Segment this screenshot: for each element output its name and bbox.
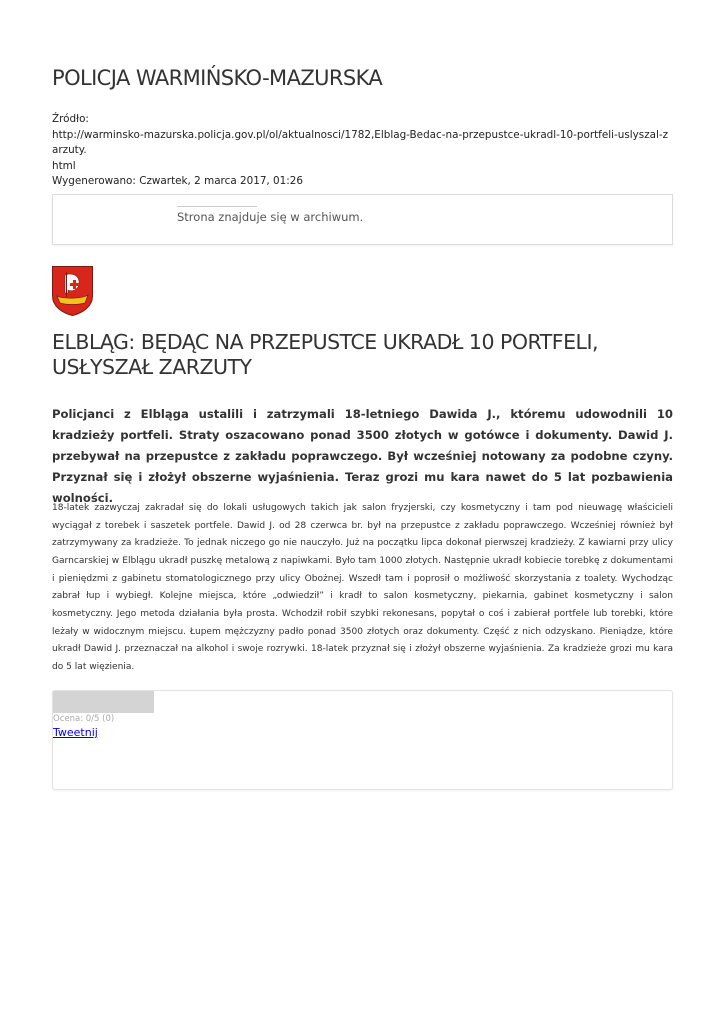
rating-stars[interactable] [53, 691, 154, 713]
crest-shield [53, 267, 93, 316]
article-lead: Policjanci z Elbląga ustalili i zatrzymali 18-letniego Dawida J., któremu udowodnili 10 kradzieży portfeli. Straty oszacowano ponad 3500 złotych w gotówce i dokumenty. Dawid J. przebywał na przepustce z zakładu poprawczego. Był wcześniej notowany za podobne czyny. Przyznał się i złożył obszerne wyjaśnienia. Teraz grozi mu kara nawet do 5 lat pozbawienia wolności. [52, 407, 673, 505]
rating-text: Ocena: 0/5 (0) [53, 714, 115, 724]
archive-text: Strona znajduje się w archiwum. [177, 210, 364, 224]
archive-notice [52, 194, 673, 245]
tweet-link[interactable]: Tweetnij [53, 726, 98, 739]
source-url-line1: http://warminsko-mazurska.policja.gov.pl/ol/aktualnosci/1782,Elblag-Bedac-na-przepustce-ukradl-10-portfeli-uslyszal-zarzuty. [52, 128, 669, 156]
generated-date: Wygenerowano: Czwartek, 2 marca 2017, 01:26 [52, 175, 303, 187]
source-label: Źródło: [52, 113, 89, 125]
archive-divider [177, 206, 257, 207]
site-title: POLICJA WARMIŃSKO-MAZURSKA [52, 66, 383, 90]
article-title: ELBLĄG: BĘDĄC NA PRZEPUSTCE UKRADŁ 10 PORTFELI, USŁYSZAŁ ZARZUTY [52, 330, 599, 379]
elblag-coat-of-arms-icon [52, 266, 93, 316]
article-body: 18-latek zazwyczaj zakradał się do lokali usługowych takich jak salon fryzjerski, czy kosmetyczny i tam pod nieuwagę właścicieli wyciągał z torebek i saszetek portfele. Dawid J. od 28 czerwca br. był na przepustce z zakładu poprawczego. Wcześniej również był zatrzymywany za kradzieże. To jednak niczego go nie nauczyło. Już na początku lipca dokonał pierwszej kradzieży. Z kawiarni przy ulicy Garncarskiej w Elblągu ukradł puszkę metalową z napiwkami. Było tam 1000 złotych. Następnie ukradł kobiecie torebkę z dokumentami i pieniędzmi z gabinetu stomatologicznego przy ulicy Obożnej. Wszedł tam i poprosił o możliwość skorzystania z toalety. Wychodząc zabrał łup i wybiegł. Kolejne miejsca, które „odwiedził” i kradł to salon kosmetyczny, piekarnia, gabinet kosmetyczny i salon kosmetyczny. Jego metoda działania była prosta. Wchodził robił szybki rekonesans, popytał o coś i zabierał portfele lub torebki, które leżały w widocznym miejscu. Łupem mężczyzny padło ponad 3500 złotych oraz dokumenty. Część z nich odzyskano. Pieniądze, które ukradł Dawid J. przeznaczał na alkohol i swoje rozrywki. 18-latek przyznał się i złożył obszerne wyjaśnienia. Za kradzieże grozi mu kara do 5 lat więzienia. [52, 503, 673, 672]
rating-panel [52, 690, 673, 790]
source-url-line2: html [52, 159, 76, 172]
source-meta [52, 112, 673, 190]
